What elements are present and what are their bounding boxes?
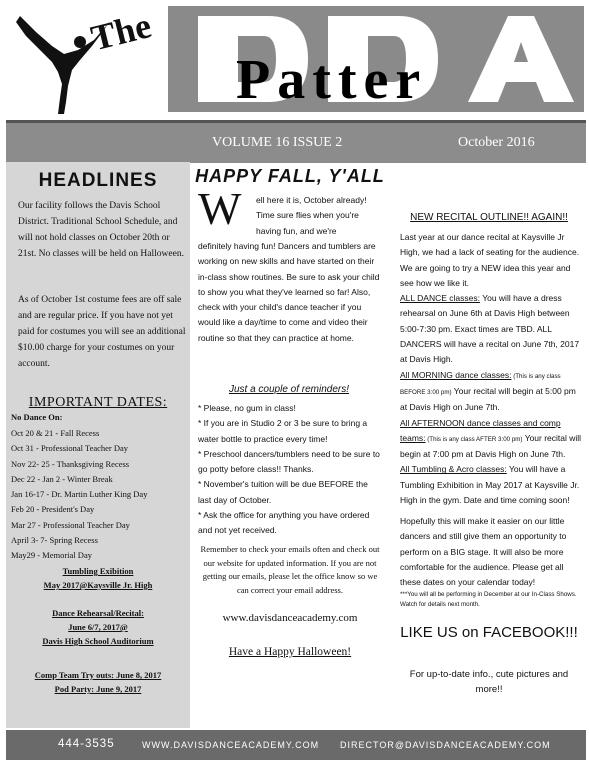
drop-cap: W [198,183,242,234]
rehearsal-title: Dance Rehearsal/Recital: [52,608,144,618]
reminder-item: * November's tuition will be due BEFORE the last day of October. [198,479,368,505]
all-dance-label: ALL DANCE classes: [400,293,480,304]
footer-bar [6,730,586,760]
reminder-item: * Please, no gum in class! [198,403,296,413]
issue-banner [6,120,586,163]
all-dance-block [400,291,583,367]
afternoon-text: Your recital will begin at 7:00 pm at Davis High on June 7th. [400,432,582,460]
tumbling-label: All Tumbling & Acro classes: [400,464,507,475]
tumbling-event [6,564,190,592]
important-dates-title: IMPORTANT DATES: [28,395,168,410]
facebook-subtext: For up-to-date info., cute pictures and more!! [409,669,569,695]
halloween-message: Have a Happy Halloween! [228,646,352,658]
date-item: Jan 16-17 - Dr. Martin Luther King Day [11,489,148,500]
tumbling-text: You will have a Tumbling Exhibition in May 2017 at Kaysville Jr. High in the gym. Date and time coming soon! [400,464,580,506]
closing-paragraph [400,514,583,610]
volume-issue: VOLUME 16 ISSUE 2 [212,135,343,150]
article-intro: ell here it is, October already! Time sure flies when you're having fun, and we're [256,195,367,236]
pod-party: Pod Party: June 9, 2017 [54,684,142,694]
reminder-item: * Preschool dancers/tumblers need to be sure to go potty before class!! Thanks. [198,448,380,475]
tumbling-title: Tumbling Exibition [62,566,134,576]
morning-label: All MORNING dance classes: [400,369,512,380]
reminders-title: Just a couple of reminders! [228,384,350,395]
date-item: Mar 27 - Professional Teacher Day [11,519,130,530]
all-dance-text: You will have a dress rehearsal on June 6th at Davis High between 5:00-7:30 pm. Exact times are TBD. ALL DANCERS will have a recital on June 7th, 2017 at Davis High. [400,293,580,365]
date-item: Nov 22- 25 - Thanksgiving Recess [11,458,130,469]
email-notice: Remember to check your emails often and check out our website for updated information. If you are not getting our emails, please let the office know so we can correct your email address. [200,544,380,595]
reminders-list [198,401,382,539]
tumbling-detail: May 2017@Kaysville Jr. High [43,580,153,590]
footer-website[interactable]: WWW.DAVISDANCEACADEMY.COM [142,740,320,750]
happy-fall-heading: HAPPY FALL, Y'ALL [195,166,385,186]
date-item: April 3- 7- Spring Recess [11,535,98,546]
facebook-callout[interactable]: LIKE US on FACEBOOK!!! [400,624,578,641]
morning-block [400,368,583,416]
footer-email[interactable]: DIRECTOR@DAVISDANCEACADEMY.COM [340,740,551,750]
date-item: Oct 31 - Professional Teacher Day [11,443,129,454]
rehearsal-date: June 6/7, 2017@ [68,622,128,632]
headlines-title: HEADLINES [38,170,158,191]
hopefully-text: Hopefully this will make it easier on our little dancers and still give them an opportunity to perform on a BIG stage. It will also be more comfortable for the audience. Please get all these dates on your calendar today! [400,516,567,588]
reminder-item: * If you are in Studio 2 or 3 be sure to bring a water bottle to practice every time! [198,418,368,444]
recital-details [400,230,583,508]
date-item: May29 - Memorial Day [11,550,92,561]
headlines-paragraph-1: Our facility follows the Davis School District. Traditional School Schedule, and will not hold classes on October 20th or 21st. No classes will be held on Halloween. [18,201,184,259]
afternoon-label: All AFTERNOON dance classes and comp teams: [400,417,561,443]
masthead-the: The [87,5,156,59]
recital-intro: Last year at our dance recital at Kaysville Jr High, we had a lack of seating for the audience. We are going to try a NEW idea this year and see how we like it. [400,232,580,288]
morning-small: (This is any class BEFORE 3:00 pm) [400,372,561,396]
afternoon-small: (This is any class AFTER 3:00 pm) [425,435,523,443]
afternoon-block [400,416,583,463]
date-item: Feb 20 - President's Day [11,504,95,515]
phone-number[interactable]: 444-3535 [58,738,115,750]
no-dance-label: No Dance On: [11,412,63,422]
tryout-events [6,668,190,696]
masthead-patter: Patter [236,49,428,111]
tumbling-block [400,462,583,508]
footnote: ***You will all be performing in December at our In-Class Shows. Watch for details next month. [400,591,577,609]
date-item: Dec 22 - Jan 2 - Winter Break [11,473,113,484]
website-link[interactable]: www.davisdanceacademy.com [222,612,358,624]
headlines-paragraph-2: As of October 1st costume fees are off sale and are regular price. If you have not yet paid for costumes you will see an additional $10.00 charge for your costumes on your account. [18,295,186,369]
important-dates-list [11,426,189,564]
morning-text: Your recital will begin at 5:00 pm at Davis High on June 7th. [400,385,576,413]
issue-date: October 2016 [458,135,535,150]
recital-heading: NEW RECITAL OUTLINE!! AGAIN!! [410,212,568,223]
date-item: Oct 20 & 21 - Fall Recess [11,428,100,438]
comp-tryouts: Comp Team Try outs: June 8, 2017 [34,670,162,680]
article-body: definitely having fun! Dancers and tumblers are working on new skills and have started on their in-class show routines. Be sure to ask your child to show you what they've learned so far! Also, check with your child's dance teacher if you would like a day/time to come and video their routine so that they can practice at home. [198,241,380,343]
rehearsal-place: Davis High School Auditorium [42,636,154,646]
rehearsal-event [6,606,190,648]
reminder-item: * Ask the office for anything you have ordered and not yet received. [198,510,370,536]
